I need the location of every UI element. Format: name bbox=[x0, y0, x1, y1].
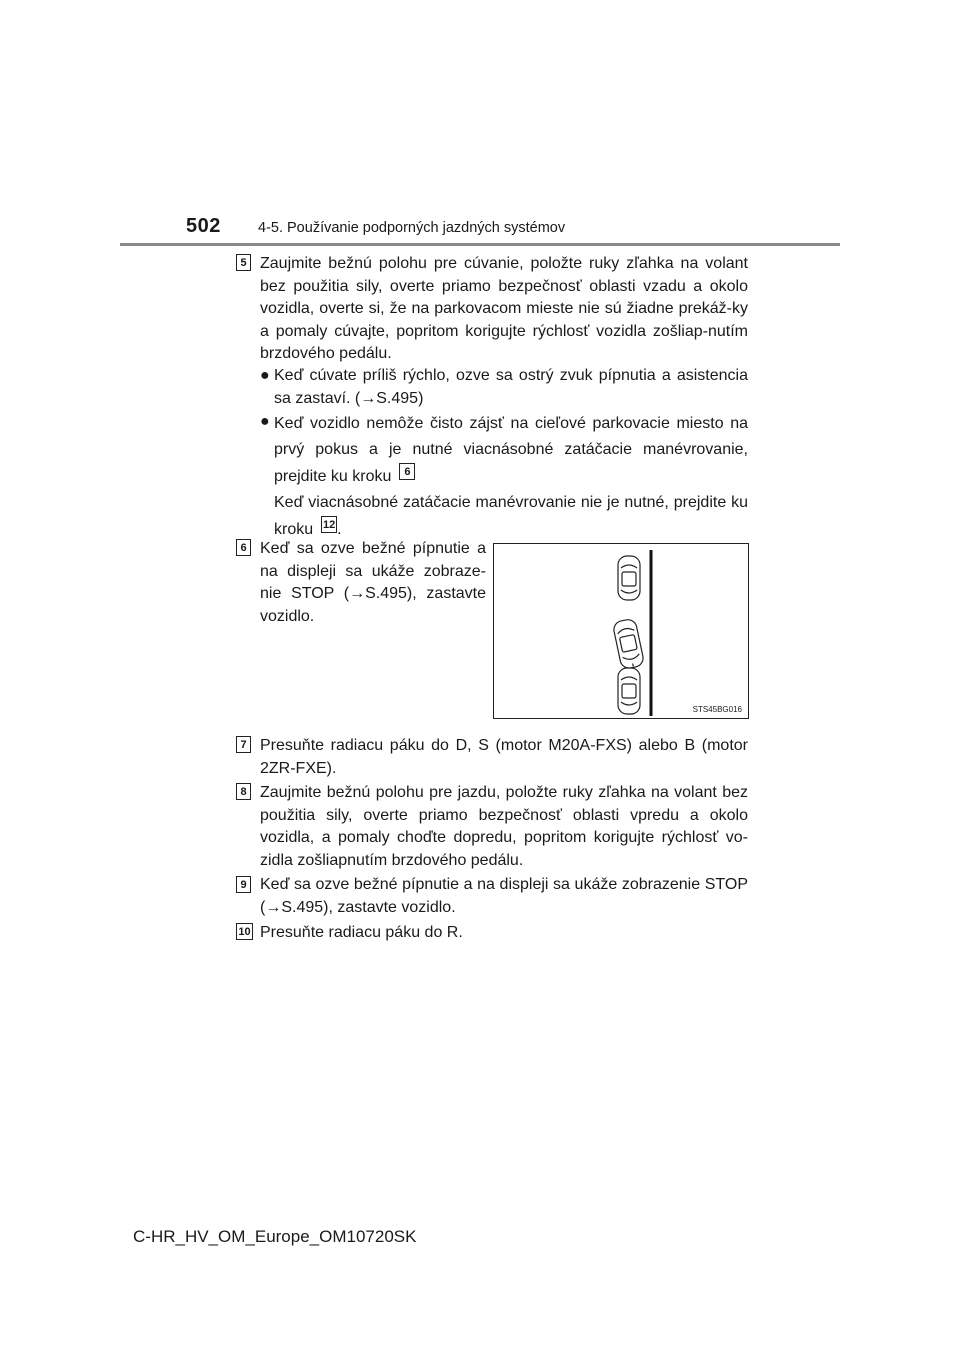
header-rule bbox=[120, 243, 840, 246]
step-5-text: Zaujmite bežnú polohu pre cúvanie, položte ruky zľahka na volant bez použitia sily, overte priamo bezpečnosť oblasti vzadu a okolo vozidla, overte si, že na parkovacom mieste nie sú žiadne prekáž-ky a pomaly cúvajte, popritom korigujte rýchlosť vozidla zošliap-nutím brzdového pedálu. bbox=[260, 255, 748, 362]
step-5-bullet-1 bbox=[260, 365, 748, 410]
section-title: 4-5. Používanie podporných jazdných systémov bbox=[258, 220, 566, 236]
bullet-2-part-a: Keď vozidlo nemôže čisto zájsť na cieľové parkovacie miesto na prvý pokus a je nutné viacnásobné zatáčacie manévrovanie, prejdite ku kroku bbox=[274, 415, 748, 485]
step-5-marker: 5 bbox=[236, 254, 251, 271]
step-ref-12: 12 bbox=[321, 516, 337, 533]
bullet-2-text bbox=[274, 411, 748, 543]
parking-diagram-svg bbox=[494, 544, 748, 718]
bullet-icon: ● bbox=[260, 413, 270, 430]
step-8-text: Zaujmite bežnú polohu pre jazdu, položte ruky zľahka na volant bez použitia sily, overte priamo bezpečnosť oblasti vpredu a okolo vozidla, a pomaly choďte dopredu, popritom korigujte rýchlosť vo-zidla zošliapnutím brzdového pedálu. bbox=[260, 784, 748, 869]
parked-car-rear-icon bbox=[618, 668, 640, 714]
bullet-icon: ● bbox=[260, 367, 270, 384]
bullet-2-part-b: Keď viacnásobné zatáčacie manévrovanie nie je nutné, prejdite ku kroku bbox=[274, 494, 748, 538]
page-number: 502 bbox=[186, 215, 221, 237]
figure-code: STS45BG016 bbox=[692, 705, 742, 714]
bullet-2-end: . bbox=[337, 521, 342, 538]
bullet-1-text: Keď cúvate príliš rýchlo, ozve sa ostrý zvuk pípnutia a asistencia sa zastaví. (→S.495) bbox=[274, 367, 748, 407]
step-7-text: Presuňte radiacu páku do D, S (motor M20A-FXS) alebo B (motor 2ZR-FXE). bbox=[260, 737, 748, 777]
step-8-marker: 8 bbox=[236, 783, 251, 800]
step-9-text: Keď sa ozve bežné pípnutie a na displeji sa ukáže zobrazenie STOP (→S.495), zastavte vozidlo. bbox=[260, 876, 748, 916]
document-id: C-HR_HV_OM_Europe_OM10720SK bbox=[133, 1227, 417, 1246]
step-6-marker: 6 bbox=[236, 539, 251, 556]
page-header bbox=[0, 0, 960, 250]
step-10-marker: 10 bbox=[236, 923, 253, 940]
step-ref-6: 6 bbox=[399, 463, 415, 480]
step-10-text: Presuňte radiacu páku do R. bbox=[260, 924, 463, 941]
step-9-marker: 9 bbox=[236, 876, 251, 893]
step-5-bullet-2 bbox=[260, 411, 748, 543]
parking-illustration bbox=[493, 543, 749, 719]
maneuvering-car-icon bbox=[612, 618, 644, 670]
parked-car-front-icon bbox=[618, 556, 640, 600]
step-6-text: Keď sa ozve bežné pípnutie a na displeji sa ukáže zobraze-nie STOP (→S.495), zastavte vozidlo. bbox=[260, 540, 486, 625]
step-7-marker: 7 bbox=[236, 736, 251, 753]
